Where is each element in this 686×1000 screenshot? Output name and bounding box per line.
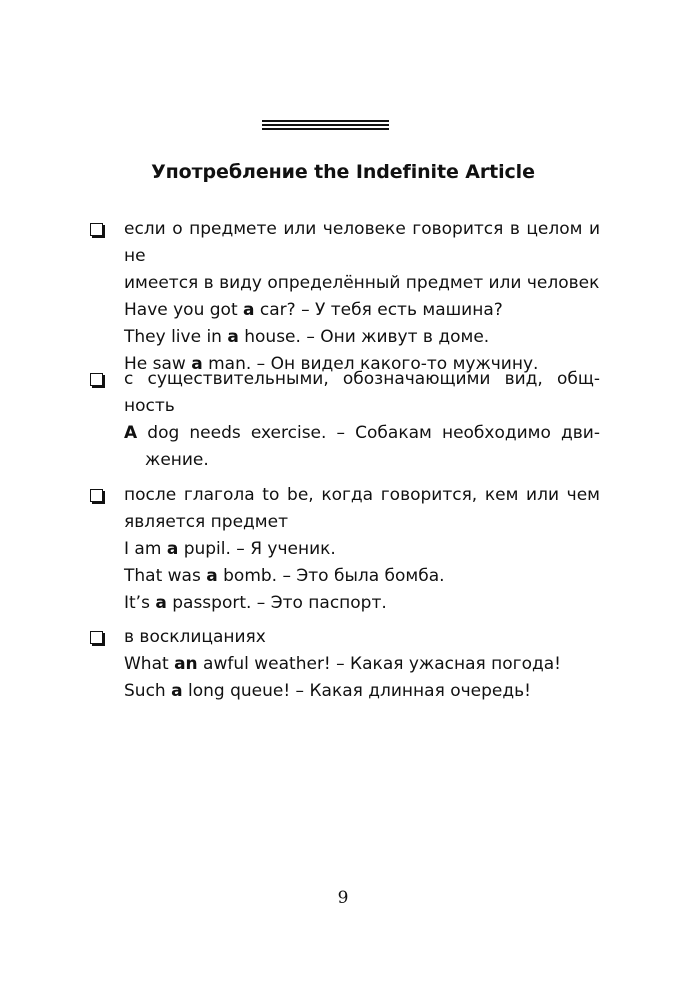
example-line: Such a long queue! – Какая длинная очередь! xyxy=(124,681,531,701)
example-line: What an awful weather! – Какая ужасная погода! xyxy=(124,654,561,674)
rule-line: имеется в виду определённый предмет или человек xyxy=(124,273,600,293)
example-line: They live in a house. – Они живут в доме. xyxy=(124,327,490,347)
article: a xyxy=(155,593,167,613)
rule-section xyxy=(90,482,600,617)
rule-line: ность xyxy=(124,396,175,416)
article: an xyxy=(174,654,198,674)
example-line: He saw a man. – Он видел какого-то мужчину. xyxy=(124,354,539,374)
example-line: That was a bomb. – Это была бомба. xyxy=(124,566,445,586)
rule-line: после глагола to be, когда говорится, кем или чем xyxy=(90,482,600,509)
decorative-rule xyxy=(262,124,389,126)
rule-section xyxy=(90,624,600,705)
page-title: Употребление the Indefinite Article xyxy=(151,161,535,183)
checkbox-icon xyxy=(90,631,103,644)
checkbox-icon xyxy=(90,373,103,386)
example-line: Have you got a car? – У тебя есть машина? xyxy=(124,300,503,320)
rule-section xyxy=(90,366,600,474)
example-line: It’s a passport. – Это паспорт. xyxy=(124,593,387,613)
article: a xyxy=(227,327,239,347)
article: a xyxy=(243,300,255,320)
article: a xyxy=(191,354,203,374)
rule-line: если о предмете или человеке говорится в целом и не xyxy=(90,216,600,270)
decorative-rule xyxy=(262,128,389,130)
rule-section xyxy=(90,216,600,378)
checkbox-icon xyxy=(90,489,103,502)
example-line: A dog needs exercise. – Собакам необходимо дви- xyxy=(124,423,600,443)
example-line: I am a pupil. – Я ученик. xyxy=(124,539,336,559)
rule-line: является предмет xyxy=(124,512,288,532)
rule-line: в восклицаниях xyxy=(90,624,600,651)
decorative-rule xyxy=(262,120,389,122)
example-continuation: жение. xyxy=(145,450,209,470)
article: A xyxy=(124,423,138,443)
page-number: 9 xyxy=(337,888,349,908)
article: a xyxy=(166,539,179,559)
rule-line: с существительными, обозначающими вид, общ- xyxy=(90,366,600,393)
checkbox-icon xyxy=(90,223,103,236)
article: a xyxy=(206,566,218,586)
article: a xyxy=(171,681,183,701)
